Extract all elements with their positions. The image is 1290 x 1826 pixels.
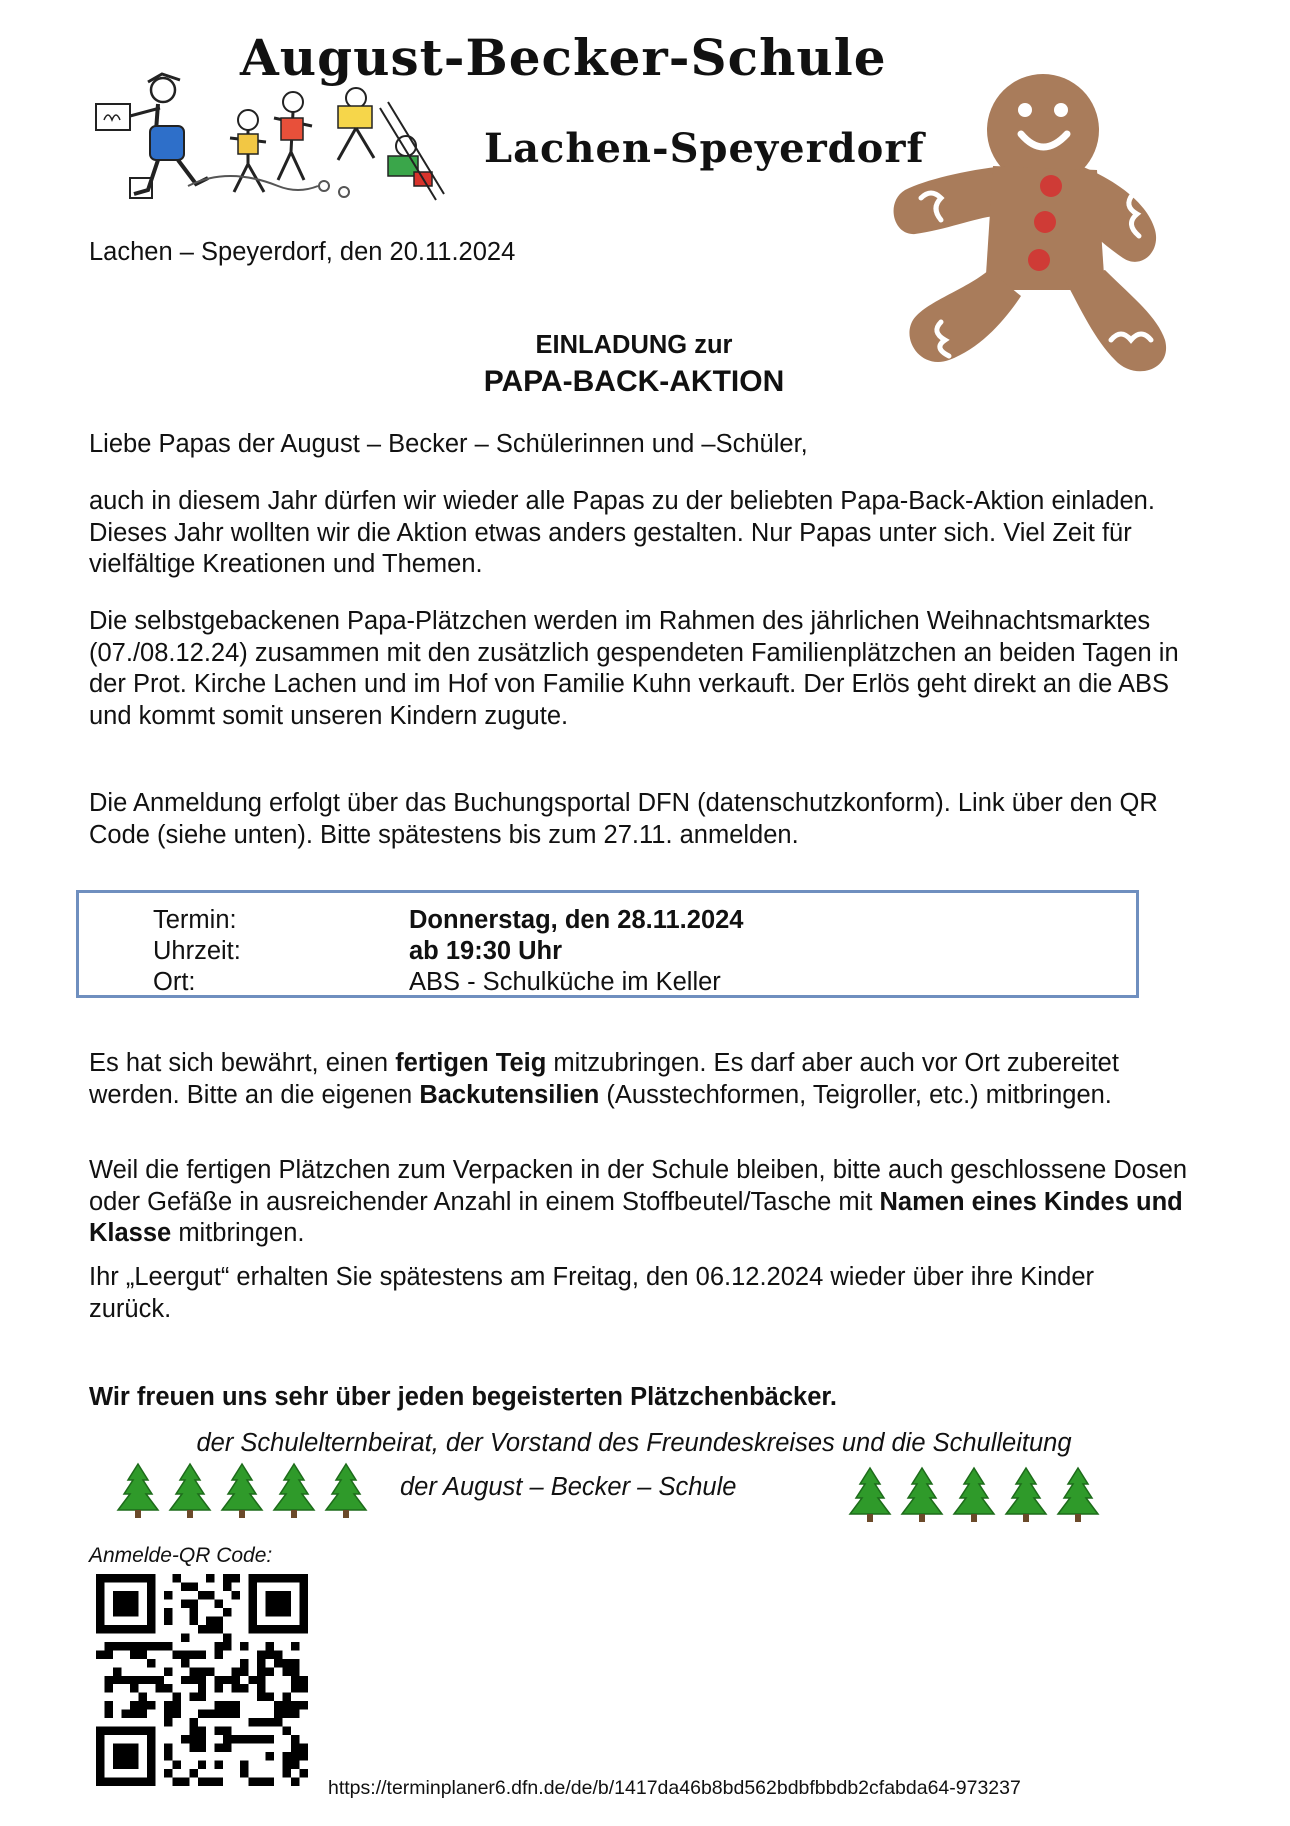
fir-tree-icon (1054, 1466, 1102, 1524)
fir-tree-icon (846, 1466, 894, 1524)
school-location: Lachen-Speyerdorf (484, 125, 925, 172)
p5-text-a: Weil die fertigen Plätzchen zum Verpacken in der Schule bleiben, bitte auch geschlossene Dosen oder Gefäße in ausreichender Anzahl in einem Stoffbeutel/Tasche mit (89, 1156, 1188, 1216)
fir-tree-icon (322, 1462, 370, 1520)
qr-url[interactable]: https://terminplaner6.dfn.de/de/b/1417da46b8bd562bdbfbbdb2cfabda64-973237 (328, 1777, 1021, 1799)
paragraph-3: Die Anmeldung erfolgt über das Buchungsportal DFN (datenschutzkonform). Link über den QR Code (siehe unten). Bitte spätestens bis zum 27.11. anmelden. (89, 789, 1158, 849)
title-line-1: EINLADUNG zur (535, 331, 733, 359)
p4-text-c: mitzubringen. Es darf aber auch vor Ort zubereitet werden. Bitte an die eigenen (89, 1049, 1119, 1109)
p5-bold-name: Namen eines Kindes und Klasse (89, 1187, 1183, 1247)
trees-left (114, 1462, 370, 1520)
paragraph-5 (89, 1155, 1189, 1250)
fir-tree-icon (218, 1462, 266, 1520)
qr-code-icon[interactable] (96, 1574, 308, 1786)
paragraph-4 (89, 1048, 1179, 1111)
uhrzeit-value: ab 19:30 Uhr (409, 937, 563, 965)
p4-text-a: Es hat sich bewährt, einen (89, 1049, 396, 1077)
paragraph-2: Die selbstgebackenen Papa-Plätzchen werden im Rahmen des jährlichen Weihnachtsmarktes (07./08.12.24) zusammen mit den zusätzlich gespendeten Familienplätzchen an beiden Tagen in der Prot. Kirche Lachen und im Hof von Familie Kuhn verkauft. Der Erlös geht direkt an die ABS und kommt somit unseren Kindern zugute. (89, 607, 1179, 730)
signature-line-2: der August – Becker – Schule (400, 1473, 737, 1501)
school-name: August-Becker-Schule (240, 28, 887, 87)
paragraph-6: Ihr „Leergut“ erhalten Sie spätestens am Freitag, den 06.12.2024 wieder über ihre Kinder zurück. (89, 1263, 1095, 1323)
fir-tree-icon (114, 1462, 162, 1520)
p4-bold-dough: fertigen Teig (395, 1049, 547, 1077)
signature-line-1: der Schulelternbeirat, der Vorstand des Freundeskreises und die Schulleitung (196, 1429, 1072, 1457)
children-drawing-icon (88, 68, 448, 208)
trees-right (846, 1466, 1102, 1524)
qr-label: Anmelde-QR Code: (89, 1544, 273, 1567)
fir-tree-icon (898, 1466, 946, 1524)
paragraph-1: auch in diesem Jahr dürfen wir wieder alle Papas zu der beliebten Papa-Back-Aktion einladen. Dieses Jahr wollten wir die Aktion etwas anders gestalten. Nur Papas unter sich. Viel Zeit für vielfältige Kreationen und Themen. (89, 487, 1155, 578)
ort-value: ABS - Schulküche im Keller (409, 968, 721, 996)
fir-tree-icon (950, 1466, 998, 1524)
closing-slogan: Wir freuen uns sehr über jeden begeisterten Plätzchenbäcker. (89, 1383, 838, 1411)
ort-label: Ort: (153, 968, 196, 996)
event-details-box (76, 890, 1139, 998)
fir-tree-icon (1002, 1466, 1050, 1524)
letter-title (0, 328, 1268, 402)
termin-value: Donnerstag, den 28.11.2024 (409, 906, 744, 934)
p4-bold-utensils: Backutensilien (419, 1080, 600, 1109)
place-date: Lachen – Speyerdorf, den 20.11.2024 (89, 238, 516, 266)
termin-label: Termin: (153, 906, 237, 934)
p4-text-e: (Ausstechformen, Teigroller, etc.) mitbringen. (599, 1080, 1112, 1109)
fir-tree-icon (270, 1462, 318, 1520)
salutation: Liebe Papas der August – Becker – Schülerinnen und –Schüler, (89, 430, 808, 458)
fir-tree-icon (166, 1462, 214, 1520)
title-line-2: PAPA-BACK-AKTION (483, 365, 785, 398)
p5-text-c: mitbringen. (171, 1219, 305, 1247)
uhrzeit-label: Uhrzeit: (153, 937, 241, 965)
